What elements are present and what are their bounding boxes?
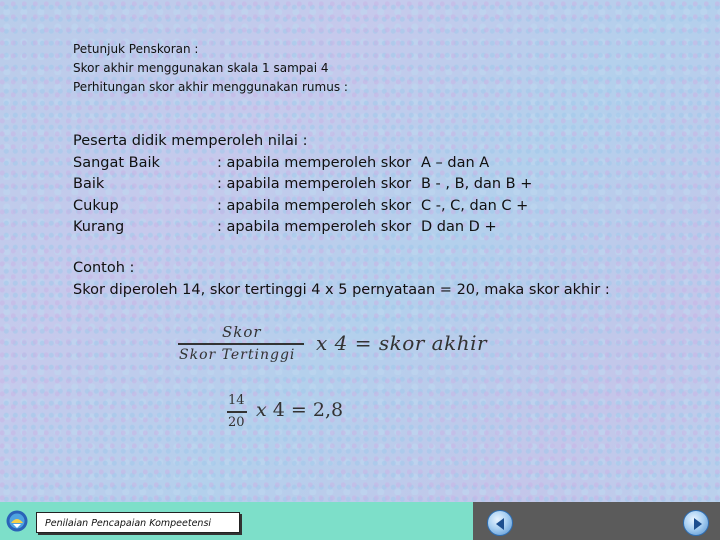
grade-name: Cukup <box>73 197 119 214</box>
instructions-line-1: Petunjuk Penskoran : <box>73 42 199 56</box>
grade-range: C -, C, dan C + <box>421 197 529 214</box>
scoring-instructions <box>73 40 348 97</box>
instructions-line-2: Skor akhir menggunakan skala 1 sampai 4 <box>73 61 329 75</box>
grade-range: D dan D + <box>421 219 497 235</box>
example-formula <box>226 393 376 435</box>
grade-name: Kurang <box>73 219 125 235</box>
grade-condition: : apabila memperoleh skor <box>217 176 412 192</box>
grade-row <box>73 217 497 239</box>
example-label: Contoh : <box>73 260 135 276</box>
grade-name: Sangat Baik <box>73 154 160 171</box>
fraction-bar <box>227 411 247 413</box>
times-symbol: x <box>256 399 267 421</box>
formula-denominator: Skor Tertinggi <box>179 347 296 363</box>
example-result-value: 4 = 2,8 <box>272 399 344 421</box>
footer-bar <box>0 502 720 540</box>
grade-range: A – dan A <box>421 154 490 171</box>
footer-left-panel <box>0 502 473 540</box>
footer-caption: Penilaian Pencapaian Kompeetensi <box>36 512 240 533</box>
grade-name: Baik <box>73 176 105 192</box>
grade-condition: : apabila memperoleh skor <box>217 197 412 214</box>
arrow-left-icon <box>488 511 514 537</box>
instructions-line-3: Perhitungan skor akhir menggunakan rumus : <box>73 80 348 94</box>
general-formula <box>176 322 506 368</box>
fraction-bar <box>178 343 304 345</box>
formula-numerator: Skor <box>222 323 262 341</box>
grade-condition: : apabila memperoleh skor <box>217 219 412 235</box>
previous-slide-button[interactable] <box>487 510 513 536</box>
example-denominator: 20 <box>228 415 245 430</box>
arrow-right-icon <box>684 511 710 537</box>
example-result <box>256 399 343 421</box>
tut-wuri-handayani-logo-icon <box>6 510 28 532</box>
example-text: Skor diperoleh 14, skor tertinggi 4 x 5 pernyataan = 20, maka skor akhir : <box>73 281 610 298</box>
next-slide-button[interactable] <box>683 510 709 536</box>
grade-row <box>73 196 529 218</box>
grade-heading: Peserta didik memperoleh nilai : <box>73 133 308 149</box>
grade-range: B - , B, dan B + <box>421 176 533 192</box>
grade-row <box>73 153 490 175</box>
grade-list <box>73 131 533 239</box>
grade-condition: : apabila memperoleh skor <box>217 154 412 171</box>
grade-row <box>73 174 533 196</box>
example-numerator: 14 <box>228 393 245 408</box>
formula-result: x 4 = skor akhir <box>316 331 488 355</box>
example-section <box>73 258 610 301</box>
